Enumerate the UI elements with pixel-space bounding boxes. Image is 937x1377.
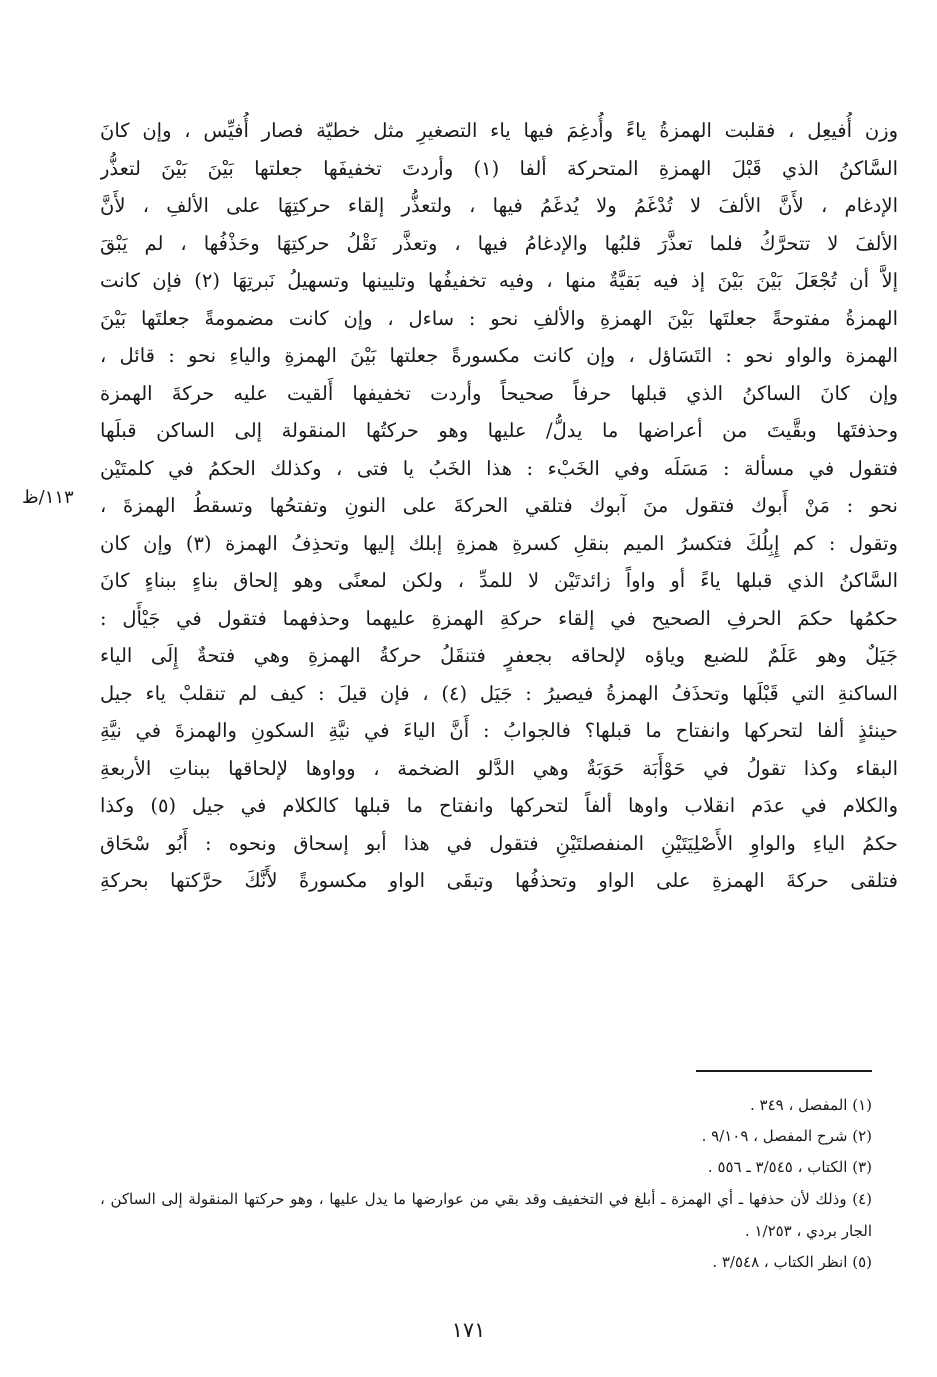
body-line: فتلقى حركةَ الهمزةِ على الواو وتحذفُها وتبقَى الواو مكسورةً لأَنَّكَ حرَّكتها بحركةِ [100, 869, 898, 892]
body-text [100, 112, 898, 900]
body-line: الهمزةُ مفتوحةً جعلتَها بَيْنَ الهمزةِ والألفِ نحو : ساءل ، وإن كانت مضمومةً جعلتَها بَيْنَ [100, 306, 898, 330]
body-line: وحذفتَها وبقَّيتَ من أعراضها ما يدلُّ/ عليها وهو حركتُها المنقولة إلى الساكن قبلَها [100, 419, 898, 442]
footnote: (٣) الكتاب ، ٣/٥٤٥ ـ ٥٥٦ . [707, 1158, 872, 1176]
page-number: ١٧١ [451, 1318, 486, 1342]
body-line: فتقول في مسألة : مَسَلَه وفي الخَبْء : هذا الخَبُ يا فتى ، وكذلك الحكمُ في كلمتَيْن [100, 456, 898, 480]
footnote-separator [696, 1070, 872, 1072]
body-line: جَيَلٌ وهو عَلَمٌ للضبع وياؤه لإلحاقه بجعفرٍ فتنقَلُ حركةُ الهمزةِ وهي فتحةٌ إِلَى الياء [100, 644, 898, 667]
body-line: السَّاكنُ الذي قَبْلَ الهمزةِ المتحركة ألفا (١) وأردتَ تخفيفَها جعلتها بَيْنَ بَيْنَ لتعذُّر [100, 156, 898, 180]
body-line: حكمُ الياءِ والواوِ الأَصْلِيَتَيْنِ المنفصلتَيْنِ فتقول في هذا أبو إسحاق ونحوه : أَبُو سْحَاق [100, 831, 898, 855]
body-line: السَّاكنُ الذي قبلها ياءً أو واواً زائدتَيْن لا للمدِّ ، ولكن لمعنًى وهو إلحاق بناءٍ ببناءٍ كانَ [100, 569, 898, 592]
footnote: (٢) شرح المفصل ، ٩/١٠٩ . [701, 1127, 872, 1145]
margin-folio-note: ١١٣/ظ [22, 487, 74, 508]
body-line: الإدغام ، لأَنَّ الألفَ لا تُدْغَمُ ولا يُدغَمُ فيها ، ولتعذُّر إلقاء حركتِهَا على الألفِ ، لأَنَّ [100, 194, 898, 217]
body-line: الهمزة والواو نحو : التَسَاؤل ، وإن كانت مكسورةً جعلتها بَيْنَ الهمزةِ والياءِ نحو : قائل ، [100, 344, 898, 367]
body-line: وتقول : كم إِبِلُكَ فتكسرُ الميم بنقلِ كسرةِ همزةِ إبلك إليها وتحذِفُ الهمزة (٣) وإن كان [100, 531, 898, 555]
body-line: وزن أُفيعِل ، فقلبت الهمزةُ ياءً وأُدغِمَ فيها ياء التصغيرِ مثل خطيّة فصار أُفيِّس ، وإن كانَ [100, 119, 898, 142]
body-line: إلاَّ أن تُجْعَلَ بَيْنَ بَيْنَ إذ فيه بَقيَّةٌ منها ، وفيه تخفيفُها وتليينها وتسهيلُ نَبرتِهَا (٢) فإن كانت [100, 269, 898, 292]
body-line: والكلام في عدَم انقلاب واوها ألفاً لتحركها وانفتاح ما قبلها كالكلام في جيل (٥) وكذا [100, 794, 898, 817]
body-line: الألفَ لا تتحرَّكُ فلما تعذَّرَ قلبُها والإدغامُ فيها ، وتعذَّر نَقْلُ حركتِهَا وحَذْفُها ، لم يَبْقَ [100, 231, 898, 255]
body-line: نحو : مَنْ أَبوك فتقول منَ آبوك فتلقي الحركةَ على النونِ وتفتحُها وتسقطُ الهمزةَ ، [100, 494, 898, 517]
body-line: حينئذٍ ألفا لتحركها وانفتاح ما قبلها؟ فالجوابُ : أَنَّ الياءَ في نيَّةِ السكونِ والهمزةَ في نيَّةِ [100, 719, 898, 742]
footnote: (٥) انظر الكتاب ، ٣/٥٤٨ . [712, 1253, 872, 1271]
footnote: (١) المفصل ، ٣٤٩ . [749, 1096, 872, 1114]
body-line: وإن كانَ الساكنُ الذي قبلها حرفاً صحيحاً وأردت تخفيفها أَلقيت عليه حركةَ الهمزة [100, 381, 898, 405]
body-line: الساكنةِ التي قَبْلَها وتحذَفُ الهمزةُ فيصيرُ : جَيَل (٤) ، فإن قيلَ : كيف لم تنقلبْ ياء جيل [100, 681, 898, 705]
body-line: البقاء وكذا تقولُ في حَوْأَبَة حَوَبَةٌ وهي الدَّلو الضخمة ، وواوها لإلحاقها ببناتِ الأربعةِ [100, 756, 898, 780]
body-line: حكمُها حكمَ الحرفِ الصحيح في إلقاء حركةِ الهمزةِ عليهما وحذفهما فتقول في جَيْأَل : [100, 606, 898, 630]
footnote: (٤) وذلك لأن حذفها ـ أي الهمزة ـ أبلغ في التخفيف وقد بقي من عوارضها ما يدل عليها ، وهو حركتها المنقولة إلى الساكن ، الجار بردي ، ١/٢٥٣ . [100, 1190, 872, 1240]
footnotes [100, 1090, 872, 1278]
